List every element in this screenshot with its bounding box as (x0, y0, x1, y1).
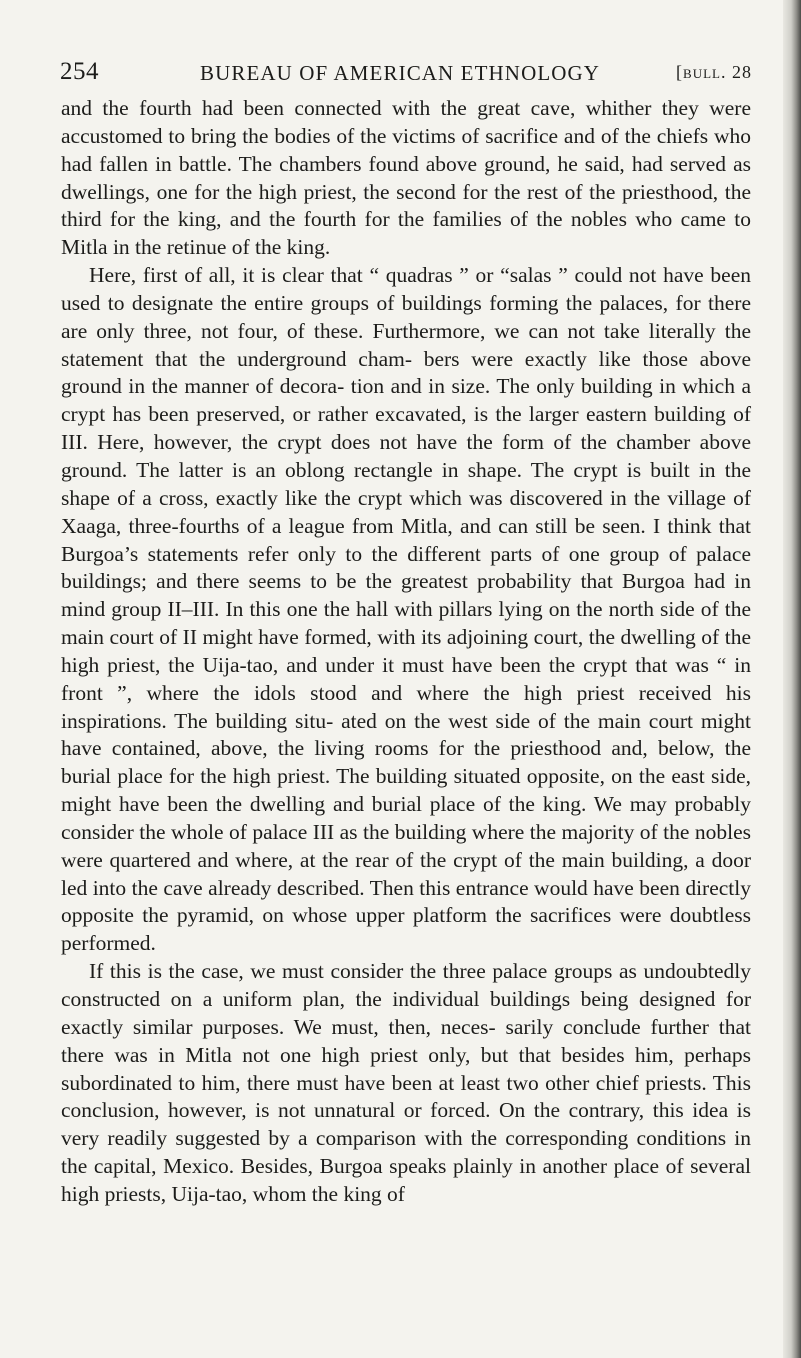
running-header (60, 58, 752, 88)
bulletin-label: bull. (683, 62, 727, 82)
page-edge-shadow (783, 0, 801, 1358)
bulletin-reference (676, 62, 752, 83)
paragraph-continued: and the fourth had been connected with the great cave, whither they were accustomed to bring the bodies of the victims of sacrifice and of the chiefs who had fallen in battle. The chambers found above ground, he said, had served as dwellings, one for the high priest, the second for the rest of the priesthood, the third for the king, and the fourth for the families of the nobles who came to Mitla in the retinue of the king. (61, 96, 751, 260)
page-number: 254 (60, 58, 99, 85)
running-title: BUREAU OF AMERICAN ETHNOLOGY (200, 61, 601, 85)
bulletin-number: 28 (726, 62, 752, 82)
body-text (61, 95, 751, 1209)
bulletin-open-bracket: [ (676, 62, 684, 82)
paragraph-uniform-plan: If this is the case, we must consider the three palace groups as undoubtedly constructed on a uniform plan, the individual buildings being designed for exactly similar purposes. We must, then, neces- sarily conclude further that there was in Mitla not one high priest only, but that besides him, perhaps subordinated to him, there must have been at least two other chief priests. This conclusion, however, is not unnatural or forced. On the contrary, this idea is very readily suggested by a comparison with the corresponding conditions in the capital, Mexico. Besides, Burgoa speaks plainly in another place of several high priests, Uija-tao, whom the king of (61, 959, 751, 1206)
paragraph-quadras-salas: Here, first of all, it is clear that “ quadras ” or “salas ” could not have been used to designate the entire groups of buildings forming the palaces, for there are only three, not four, of these. Furthermore, we can not take literally the statement that the underground cham- bers were exactly like those above ground in the manner of decora- tion and in size. The only building in which a crypt has been preserved, or rather excavated, is the larger eastern building of III. Here, however, the crypt does not have the form of the chamber above ground. The latter is an oblong rectangle in shape. The crypt is built in the shape of a cross, exactly like the crypt which was discovered in the village of Xaaga, three-fourths of a league from Mitla, and can still be seen. I think that Burgoa’s statements refer only to the different parts of one group of palace buildings; and there seems to be the greatest probability that Burgoa had in mind group II–III. In this one the hall with pillars lying on the north side of the main court of II might have formed, with its adjoining court, the dwelling of the high priest, the Uija-tao, and under it must have been the crypt that was “ in front ”, where the idols stood and where the high priest received his inspirations. The building situ- ated on the west side of the main court might have contained, above, the living rooms for the priesthood and, below, the burial place for the high priest. The building situated opposite, on the east side, might have been the dwelling and burial place of the king. We may probably consider the whole of palace III as the building where the majority of the nobles were quartered and where, at the rear of the crypt of the main building, a door led into the cave already described. Then this entrance would have been directly opposite the pyramid, on whose upper platform the sacrifices were doubtless performed. (61, 263, 751, 956)
